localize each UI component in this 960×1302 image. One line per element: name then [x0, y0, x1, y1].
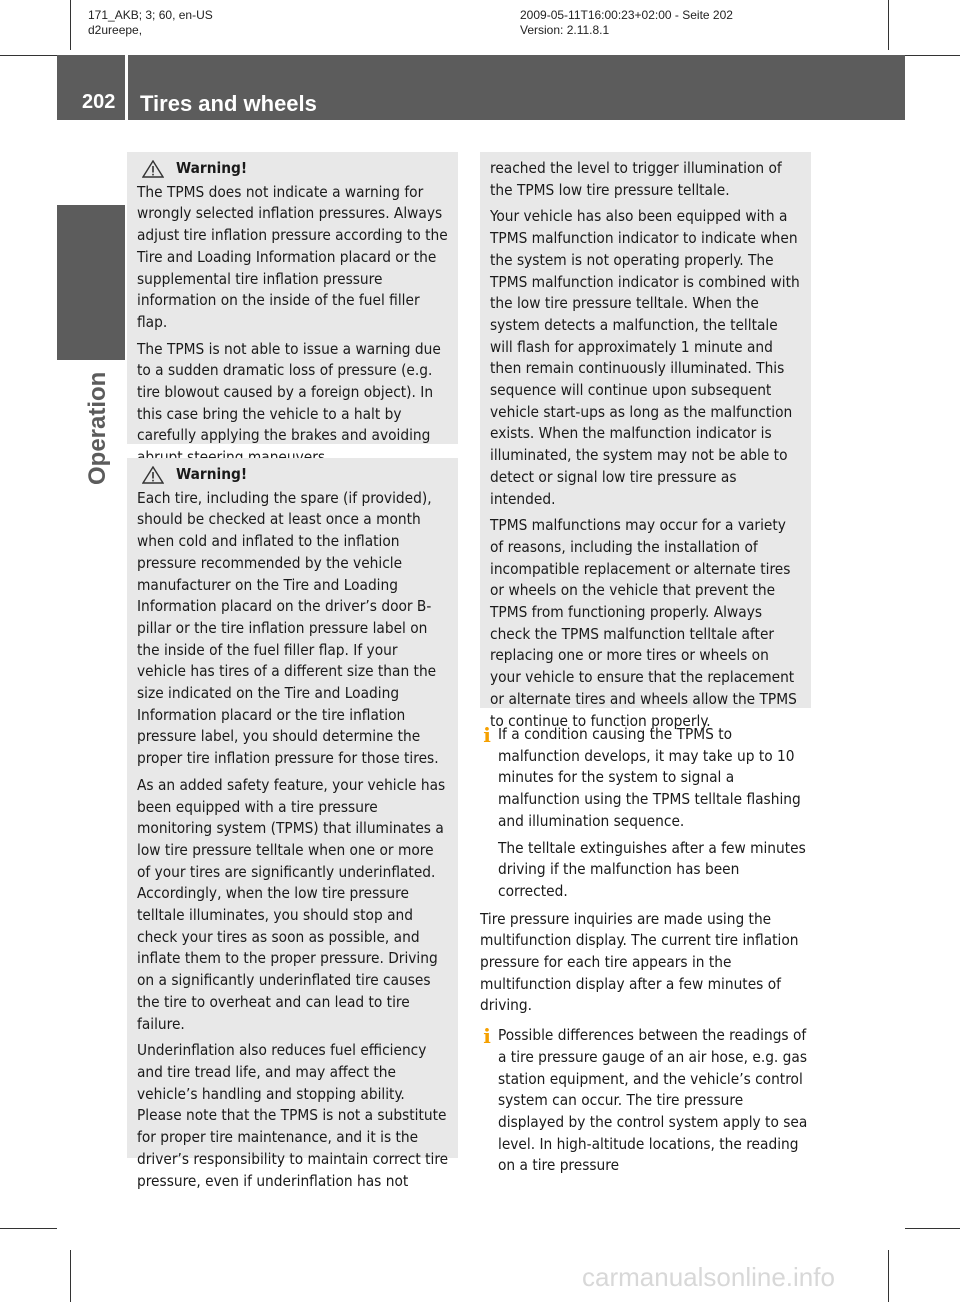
warning-title: Warning! — [176, 465, 248, 483]
info-note-2 — [480, 1025, 812, 1177]
info-note-1 — [480, 724, 812, 903]
crop-mark — [905, 1228, 960, 1229]
warning-paragraph: The TPMS does not indicate a warning for wrongly selected inflation pressures. Always adjust tire inflation pressure according to the Tire and Loading Information placard or the supplemental tire inflation pressure information on the inside of the fuel filler flap. — [137, 182, 448, 331]
print-meta-left — [88, 8, 213, 38]
crop-mark — [0, 55, 57, 56]
crop-mark — [70, 1250, 71, 1302]
header-separator — [125, 55, 128, 120]
warning-paragraph: Underinflation also reduces fuel efficiency and tire tread life, and may affect the vehicle’s handling and stopping ability. Please note that the TPMS is not a substitute for proper tire maintenance, and it is the driver’s responsibility to maintain correct tire pressure, even if underinflation has not — [137, 1041, 449, 1190]
warning-triangle-icon — [142, 160, 164, 178]
print-meta-left-line1: 171_AKB; 3; 60, en-US — [88, 8, 213, 22]
warning-header — [137, 464, 450, 486]
warning-paragraph: TPMS malfunctions may occur for a variety of reasons, including the installation of incompatible replacement or alternate tires or wheels on the vehicle that prevent the TPMS from functioning properly. Always check the TPMS malfunction telltale after replacing one or more tires or wheels on your vehicle to ensure that the replacement or alternate tires and wheels allow the TPMS to continue to function properly. — [490, 516, 797, 730]
page-title: Tires and wheels — [140, 91, 317, 116]
crop-mark — [905, 55, 960, 56]
info-icon: i — [483, 1024, 491, 1049]
body-paragraph: Tire pressure inquiries are made using the multifunction display. The current tire inflation pressure for each tire appears in the multifunction display after a few minutes of driving. — [480, 909, 799, 1015]
crop-mark — [888, 0, 889, 50]
print-meta-right — [520, 8, 733, 38]
warning-paragraph: Each tire, including the spare (if provided), should be checked at least once a month when cold and inflated to the inflation pressure recommended by the vehicle manufacturer on the Tire and Loading Information placard on the driver’s door B-pillar or the tire inflation pressure label on the inside of the fuel filler flap. If your vehicle has tires of a different size than the size indicated on the Tire and Loading Information placard or the tire inflation pressure label, you should determine the proper tire inflation pressure for those tires. — [137, 488, 439, 768]
info-text: Possible differences between the readings of a tire pressure gauge of an air hose, e.g. gas station equipment, and the vehicle’s control system can occur. The tire pressure displayed by the control system apply to sea level. In high-altitude locations, the reading on a tire pressure — [498, 1026, 808, 1175]
page-number: 202 — [82, 91, 116, 113]
warning-box-continued — [480, 152, 811, 730]
warning-triangle-icon — [142, 466, 164, 484]
warning-paragraph: As an added safety feature, your vehicle has been equipped with a tire pressure monitoring system (TPMS) that illuminates a low tire pressure telltale when one or more of your tires are significantly underinflated. Accordingly, when the low tire pressure telltale illuminates, you should stop and check your tires as soon as possible, and inflate them to the proper pressure. Driving on a significantly underinflated tire causes the tire to overheat and can lead to tire failure. — [137, 775, 446, 1033]
crop-mark — [888, 1250, 889, 1302]
section-label: Operation — [84, 371, 111, 485]
warning-box-2 — [127, 458, 458, 1190]
warning-paragraph: Your vehicle has also been equipped with a TPMS malfunction indicator to indicate when the system is not operating properly. The TPMS malfunction indicator is combined with the low tire pressure telltale. When the system detects a malfunction, the telltale will flash for approximately 1 minute and then remain continuously illuminated. This sequence will continue upon subsequent vehicle start-ups as long as the malfunction exists. When the malfunction indicator is illuminated, the system may not be able to detect or signal low tire pressure as intended. — [490, 207, 800, 508]
print-meta-left-line2: d2ureepe, — [88, 23, 143, 37]
info-icon: i — [483, 723, 491, 747]
watermark: carmanualsonline.info — [582, 1262, 835, 1292]
info-subtext: The telltale extinguishes after a few minutes driving if the malfunction has been corrected. — [498, 838, 806, 900]
warning-title: Warning! — [176, 159, 248, 177]
crop-mark — [0, 1228, 57, 1229]
warning-header — [137, 158, 450, 180]
print-meta-right-line2: Version: 2.11.8.1 — [520, 23, 610, 37]
section-tab — [57, 205, 125, 360]
warning-paragraph: The TPMS is not able to issue a warning due to a sudden dramatic loss of pressure (e.g. tire blowout caused by a foreign object). In this case bring the vehicle to a halt by carefully applying the brakes and avoiding — [137, 339, 441, 445]
warning-paragraph: reached the level to trigger illumination of the TPMS low tire pressure telltale. — [490, 159, 782, 199]
crop-mark — [70, 0, 71, 50]
print-meta-right-line1: 2009-05-11T16:00:23+02:00 - Seite 202 — [520, 8, 733, 22]
info-text: If a condition causing the TPMS to malfunction develops, it may take up to 10 minutes for the system to signal a malfunction using the TPMS telltale flashing and illumination sequence. — [498, 725, 801, 830]
warning-box-1 — [127, 152, 458, 444]
right-column-text — [480, 724, 812, 1177]
